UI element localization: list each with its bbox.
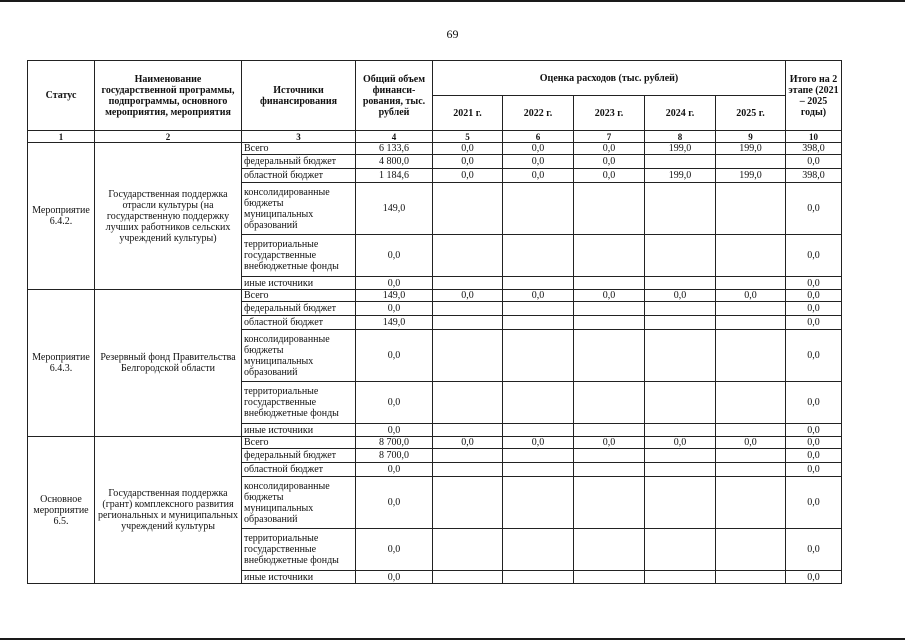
itogo-cell: 398,0 bbox=[786, 143, 842, 155]
financing-table bbox=[27, 60, 842, 584]
year-cell bbox=[433, 463, 503, 477]
funding-source: федеральный бюджет bbox=[242, 155, 356, 169]
year-cell bbox=[503, 316, 574, 330]
funding-source: иные источники bbox=[242, 277, 356, 290]
funding-source: областной бюджет bbox=[242, 463, 356, 477]
year-cell bbox=[503, 449, 574, 463]
year-cell bbox=[716, 529, 786, 571]
year-cell bbox=[574, 571, 645, 584]
column-number: 10 bbox=[786, 131, 842, 143]
total-cell: 0,0 bbox=[356, 330, 433, 382]
year-cell bbox=[645, 302, 716, 316]
year-cell: 0,0 bbox=[433, 290, 503, 302]
year-cell bbox=[433, 571, 503, 584]
year-cell bbox=[645, 382, 716, 424]
total-cell: 149,0 bbox=[356, 316, 433, 330]
year-cell bbox=[433, 330, 503, 382]
year-cell bbox=[503, 424, 574, 437]
funding-source: Всего bbox=[242, 143, 356, 155]
year-cell bbox=[716, 477, 786, 529]
year-cell bbox=[433, 316, 503, 330]
funding-source: иные источники bbox=[242, 571, 356, 584]
year-cell bbox=[503, 183, 574, 235]
total-cell: 0,0 bbox=[356, 302, 433, 316]
total-cell: 0,0 bbox=[356, 477, 433, 529]
column-number: 4 bbox=[356, 131, 433, 143]
table-body bbox=[28, 143, 842, 584]
total-cell: 8 700,0 bbox=[356, 437, 433, 449]
year-cell bbox=[716, 316, 786, 330]
year-cell bbox=[716, 463, 786, 477]
itogo-cell: 0,0 bbox=[786, 302, 842, 316]
year-cell bbox=[574, 277, 645, 290]
funding-source: территориальные государственные внебюджетные фонды bbox=[242, 529, 356, 571]
funding-source: территориальные государственные внебюджетные фонды bbox=[242, 382, 356, 424]
year-cell bbox=[433, 477, 503, 529]
year-cell: 0,0 bbox=[503, 155, 574, 169]
year-cell bbox=[503, 330, 574, 382]
row-measure-name: Резервный фонд Правительства Белгородской области bbox=[95, 290, 242, 437]
year-cell bbox=[574, 477, 645, 529]
funding-source: Всего bbox=[242, 437, 356, 449]
total-cell: 0,0 bbox=[356, 277, 433, 290]
column-number: 9 bbox=[716, 131, 786, 143]
year-cell: 0,0 bbox=[574, 143, 645, 155]
year-cell bbox=[503, 477, 574, 529]
year-cell: 0,0 bbox=[503, 437, 574, 449]
total-cell: 0,0 bbox=[356, 424, 433, 437]
year-cell: 0,0 bbox=[574, 169, 645, 183]
year-cell bbox=[503, 277, 574, 290]
funding-source: территориальные государственные внебюджетные фонды bbox=[242, 235, 356, 277]
year-cell: 0,0 bbox=[574, 437, 645, 449]
year-cell: 0,0 bbox=[503, 290, 574, 302]
header-year: 2021 г. bbox=[433, 96, 503, 131]
funding-source: консолидированные бюджеты муниципальных образований bbox=[242, 477, 356, 529]
itogo-cell: 398,0 bbox=[786, 169, 842, 183]
year-cell bbox=[574, 235, 645, 277]
year-cell bbox=[433, 302, 503, 316]
itogo-cell: 0,0 bbox=[786, 183, 842, 235]
table-row bbox=[28, 143, 842, 155]
itogo-cell: 0,0 bbox=[786, 155, 842, 169]
year-cell bbox=[645, 155, 716, 169]
header-year: 2023 г. bbox=[574, 96, 645, 131]
column-number: 3 bbox=[242, 131, 356, 143]
column-number: 7 bbox=[574, 131, 645, 143]
page-number: 69 bbox=[446, 27, 459, 41]
itogo-cell: 0,0 bbox=[786, 477, 842, 529]
header-name: Наименование государственной программы, подпрограммы, основного мероприятия, мероприятия bbox=[95, 61, 242, 131]
year-cell bbox=[645, 463, 716, 477]
year-cell bbox=[574, 183, 645, 235]
header-sources: Источники финансирования bbox=[242, 61, 356, 131]
itogo-cell: 0,0 bbox=[786, 571, 842, 584]
funding-source: областной бюджет bbox=[242, 316, 356, 330]
year-cell: 0,0 bbox=[433, 143, 503, 155]
header-status: Статус bbox=[28, 61, 95, 131]
year-cell bbox=[645, 235, 716, 277]
year-cell: 199,0 bbox=[645, 143, 716, 155]
itogo-cell: 0,0 bbox=[786, 529, 842, 571]
year-cell bbox=[503, 302, 574, 316]
year-cell: 0,0 bbox=[503, 143, 574, 155]
itogo-cell: 0,0 bbox=[786, 382, 842, 424]
year-cell bbox=[645, 316, 716, 330]
year-cell bbox=[716, 449, 786, 463]
year-cell bbox=[574, 316, 645, 330]
year-cell: 0,0 bbox=[716, 290, 786, 302]
year-cell: 0,0 bbox=[503, 169, 574, 183]
total-cell: 0,0 bbox=[356, 529, 433, 571]
column-number: 2 bbox=[95, 131, 242, 143]
year-cell bbox=[645, 330, 716, 382]
funding-source: иные источники bbox=[242, 424, 356, 437]
funding-source: консолидированные бюджеты муниципальных образований bbox=[242, 183, 356, 235]
year-cell: 0,0 bbox=[433, 437, 503, 449]
year-cell bbox=[645, 571, 716, 584]
funding-source: областной бюджет bbox=[242, 169, 356, 183]
year-cell bbox=[433, 529, 503, 571]
year-cell bbox=[716, 235, 786, 277]
funding-source: консолидированные бюджеты муниципальных образований bbox=[242, 330, 356, 382]
itogo-cell: 0,0 bbox=[786, 424, 842, 437]
year-cell bbox=[716, 302, 786, 316]
column-number: 8 bbox=[645, 131, 716, 143]
year-cell bbox=[716, 183, 786, 235]
header-year: 2022 г. bbox=[503, 96, 574, 131]
year-cell bbox=[433, 449, 503, 463]
total-cell: 4 800,0 bbox=[356, 155, 433, 169]
header-row-1 bbox=[28, 61, 842, 96]
year-cell: 199,0 bbox=[716, 169, 786, 183]
year-cell bbox=[574, 302, 645, 316]
year-cell: 0,0 bbox=[645, 437, 716, 449]
year-cell: 0,0 bbox=[433, 155, 503, 169]
year-cell bbox=[503, 235, 574, 277]
row-measure-name: Государственная поддержка отрасли культуры (на государственную поддержку лучших работников сельских учреждений культуры) bbox=[95, 143, 242, 290]
header-itogo: Итого на 2 этапе (2021 – 2025 годы) bbox=[786, 61, 842, 131]
year-cell bbox=[716, 571, 786, 584]
year-cell bbox=[503, 571, 574, 584]
year-cell bbox=[574, 424, 645, 437]
year-cell: 199,0 bbox=[645, 169, 716, 183]
itogo-cell: 0,0 bbox=[786, 277, 842, 290]
funding-source: федеральный бюджет bbox=[242, 449, 356, 463]
top-edge bbox=[0, 0, 905, 2]
header-estimate: Оценка расходов (тыс. рублей) bbox=[433, 61, 786, 96]
total-cell: 149,0 bbox=[356, 290, 433, 302]
table-row bbox=[28, 437, 842, 449]
year-cell bbox=[716, 277, 786, 290]
row-status: Основное мероприятие 6.5. bbox=[28, 437, 95, 584]
total-cell: 0,0 bbox=[356, 571, 433, 584]
year-cell bbox=[433, 235, 503, 277]
year-cell: 0,0 bbox=[574, 155, 645, 169]
year-cell bbox=[433, 424, 503, 437]
column-number: 1 bbox=[28, 131, 95, 143]
year-cell: 0,0 bbox=[645, 290, 716, 302]
row-status: Мероприятие 6.4.3. bbox=[28, 290, 95, 437]
row-status: Мероприятие 6.4.2. bbox=[28, 143, 95, 290]
year-cell: 0,0 bbox=[574, 290, 645, 302]
total-cell: 149,0 bbox=[356, 183, 433, 235]
year-cell bbox=[574, 449, 645, 463]
column-number: 5 bbox=[433, 131, 503, 143]
year-cell bbox=[503, 382, 574, 424]
total-cell: 0,0 bbox=[356, 382, 433, 424]
itogo-cell: 0,0 bbox=[786, 437, 842, 449]
year-cell bbox=[716, 330, 786, 382]
itogo-cell: 0,0 bbox=[786, 463, 842, 477]
table-row bbox=[28, 290, 842, 302]
year-cell: 0,0 bbox=[433, 169, 503, 183]
column-numbers-row bbox=[28, 131, 842, 143]
year-cell bbox=[645, 277, 716, 290]
year-cell bbox=[574, 529, 645, 571]
year-cell bbox=[433, 183, 503, 235]
year-cell bbox=[645, 529, 716, 571]
year-cell: 199,0 bbox=[716, 143, 786, 155]
year-cell bbox=[645, 183, 716, 235]
header-year: 2024 г. bbox=[645, 96, 716, 131]
funding-source: Всего bbox=[242, 290, 356, 302]
total-cell: 1 184,6 bbox=[356, 169, 433, 183]
year-cell bbox=[433, 382, 503, 424]
year-cell bbox=[433, 277, 503, 290]
itogo-cell: 0,0 bbox=[786, 449, 842, 463]
itogo-cell: 0,0 bbox=[786, 235, 842, 277]
year-cell bbox=[716, 155, 786, 169]
header-year: 2025 г. bbox=[716, 96, 786, 131]
itogo-cell: 0,0 bbox=[786, 330, 842, 382]
itogo-cell: 0,0 bbox=[786, 290, 842, 302]
column-number: 6 bbox=[503, 131, 574, 143]
year-cell bbox=[645, 477, 716, 529]
year-cell bbox=[574, 463, 645, 477]
year-cell bbox=[645, 449, 716, 463]
total-cell: 0,0 bbox=[356, 235, 433, 277]
row-measure-name: Государственная поддержка (грант) комплексного развития региональных и муниципальных учреждений культуры bbox=[95, 437, 242, 584]
total-cell: 0,0 bbox=[356, 463, 433, 477]
year-cell bbox=[574, 330, 645, 382]
funding-source: федеральный бюджет bbox=[242, 302, 356, 316]
total-cell: 6 133,6 bbox=[356, 143, 433, 155]
year-cell bbox=[645, 424, 716, 437]
itogo-cell: 0,0 bbox=[786, 316, 842, 330]
header-total: Общий объем финанси-рования, тыс. рублей bbox=[356, 61, 433, 131]
year-cell bbox=[503, 529, 574, 571]
year-cell bbox=[503, 463, 574, 477]
year-cell bbox=[574, 382, 645, 424]
year-cell: 0,0 bbox=[716, 437, 786, 449]
year-cell bbox=[716, 424, 786, 437]
year-cell bbox=[716, 382, 786, 424]
total-cell: 8 700,0 bbox=[356, 449, 433, 463]
